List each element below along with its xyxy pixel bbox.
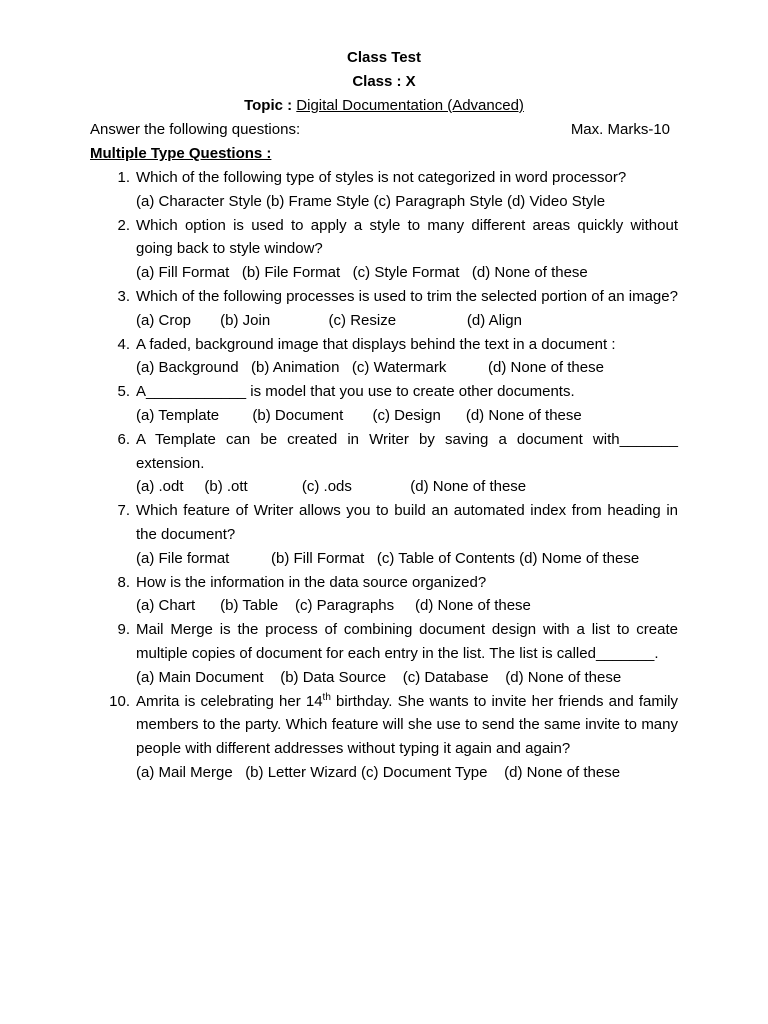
question-text: A faded, background image that displays behind the text in a document : bbox=[136, 335, 616, 353]
question-options: (a) Main Document (b) Data Source (c) Database (d) None of these bbox=[136, 668, 622, 686]
question-text: A____________ is model that you use to create other documents. bbox=[136, 383, 575, 401]
ordinal-suffix: th bbox=[322, 691, 331, 703]
question-text: A Template can be created in Writer by saving a document with_______ extension. bbox=[136, 430, 678, 472]
question-item-9 bbox=[90, 618, 678, 689]
topic-label: Topic : bbox=[244, 97, 293, 114]
topic-line bbox=[0, 94, 768, 118]
question-options: (a) Fill Format (b) File Format (c) Style Format (d) None of these bbox=[136, 264, 588, 282]
question-text: Mail Merge is the process of combining document design with a list to create multiple copies of document for each entry in the list. The list is called_______. bbox=[136, 621, 678, 662]
question-item-1 bbox=[90, 166, 678, 214]
class-label: Class : X bbox=[352, 73, 416, 90]
question-list bbox=[90, 166, 678, 785]
question-item-3 bbox=[90, 285, 678, 333]
question-number: 5. bbox=[117, 383, 130, 401]
question-options: (a) Background (b) Animation (c) Watermark (d) None of these bbox=[136, 359, 604, 377]
question-number: 4. bbox=[117, 335, 130, 353]
max-marks: Max. Marks-10 bbox=[570, 121, 670, 138]
question-number: 7. bbox=[117, 502, 130, 520]
question-number: 3. bbox=[117, 287, 130, 305]
test-title: Class Test bbox=[347, 49, 421, 66]
question-item-10 bbox=[90, 690, 678, 785]
question-item-7 bbox=[90, 499, 678, 570]
question-options: (a) Chart (b) Table (c) Paragraphs (d) None of these bbox=[136, 597, 531, 615]
question-item-4 bbox=[90, 333, 678, 381]
question-options: (a) Template (b) Document (c) Design (d) None of these bbox=[136, 406, 582, 424]
question-number: 10. bbox=[109, 692, 130, 710]
question-item-8 bbox=[90, 571, 678, 619]
question-options: (a) Mail Merge (b) Letter Wizard (c) Document Type (d) None of these bbox=[136, 763, 621, 781]
question-number: 6. bbox=[117, 430, 130, 448]
question-text bbox=[136, 690, 678, 761]
question-number: 2. bbox=[117, 216, 130, 234]
question-text: Which of the following type of styles is not categorized in word processor? bbox=[136, 169, 627, 186]
question-text: Which of the following processes is used to trim the selected portion of an image? bbox=[136, 287, 678, 305]
section-title: Multiple Type Questions : bbox=[90, 145, 272, 162]
question-item-5 bbox=[90, 380, 678, 428]
question-text-end: birthday. She wants to invite her friends and family members to the party. Which feature will she use to send the same invite to many people with different addresses without typing it again and again? bbox=[136, 692, 678, 758]
question-options: (a) File format (b) Fill Format (c) Table of Contents (d) Nome of these bbox=[136, 549, 640, 567]
question-item-2 bbox=[90, 214, 678, 285]
topic-value: Digital Documentation (Advanced) bbox=[296, 97, 524, 114]
question-text: How is the information in the data source organized? bbox=[136, 573, 487, 591]
question-item-6 bbox=[90, 428, 678, 499]
instructions-text: Answer the following questions: bbox=[90, 121, 301, 138]
question-text: Which feature of Writer allows you to build an automated index from heading in the document? bbox=[136, 502, 678, 543]
question-number: 1. bbox=[117, 169, 130, 186]
question-text-start: Amrita is celebrating her 14 bbox=[136, 692, 323, 710]
question-number: 8. bbox=[117, 573, 130, 591]
question-options: (a) Character Style (b) Frame Style (c) Paragraph Style (d) Video Style bbox=[136, 192, 606, 210]
question-options: (a) .odt (b) .ott (c) .ods (d) None of these bbox=[136, 478, 527, 496]
question-number: 9. bbox=[117, 621, 130, 639]
question-text: Which option is used to apply a style to many different areas quickly without going back to style window? bbox=[136, 216, 678, 258]
question-options: (a) Crop (b) Join (c) Resize (d) Align bbox=[136, 311, 522, 329]
